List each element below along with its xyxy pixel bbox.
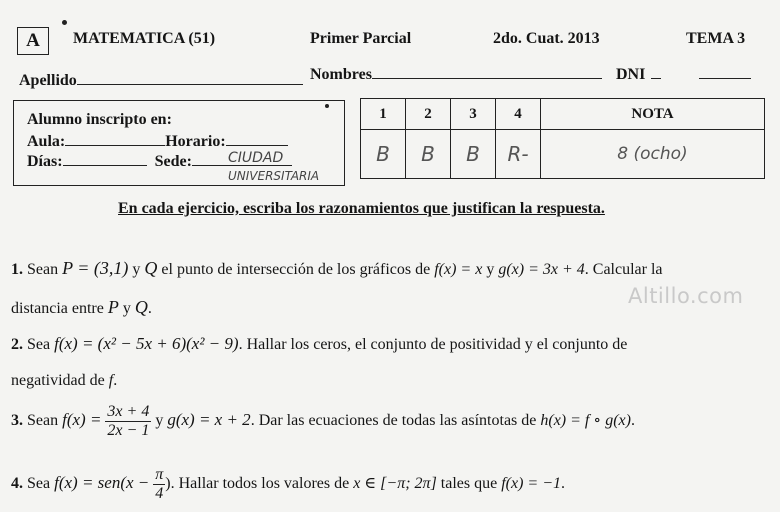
sede-label: Sede: bbox=[154, 153, 192, 170]
q4-text-d: Hallar todos los valores de bbox=[178, 475, 350, 493]
apellido-label: Apellido bbox=[19, 72, 77, 89]
sede-handwriting-2: UNIVERSITARIA bbox=[228, 169, 320, 183]
dni-label: DNI bbox=[616, 66, 646, 83]
period-label: 2do. Cuat. 2013 bbox=[493, 30, 600, 47]
q4-period: . bbox=[561, 475, 566, 493]
apellido-field bbox=[19, 70, 303, 90]
q4-interval: x ∈ [−π; 2π] bbox=[353, 475, 437, 493]
question-4-line-1 bbox=[11, 466, 565, 503]
q3-text-a: Sean bbox=[27, 412, 59, 430]
q1-text-g: y bbox=[486, 261, 495, 278]
horario-line[interactable] bbox=[226, 131, 288, 146]
q1-function-g: g(x) = 3x + 4 bbox=[498, 261, 585, 278]
q1-function-f: f(x) = x bbox=[434, 261, 483, 278]
q3-function-g: g(x) = x + 2 bbox=[167, 410, 251, 430]
q2-text-a: Sea bbox=[27, 336, 51, 353]
q1-text-a: Sean bbox=[27, 261, 59, 278]
question-2-line-2 bbox=[11, 372, 117, 390]
question-2-line-1 bbox=[11, 334, 627, 354]
q3-function-h: h(x) = f ∘ g(x) bbox=[540, 412, 631, 430]
dni-line-b[interactable] bbox=[699, 64, 751, 79]
q1-text-c: y bbox=[132, 261, 141, 278]
grade-value-nota: 8 (ocho) bbox=[541, 130, 765, 179]
question-4-number: 4. bbox=[11, 475, 23, 493]
q3-f-lhs: f(x) = bbox=[62, 410, 102, 430]
nombres-label: Nombres bbox=[310, 66, 372, 83]
nombres-line[interactable] bbox=[372, 64, 602, 79]
grade-header-3: 3 bbox=[451, 99, 496, 130]
dni-line-a[interactable] bbox=[651, 64, 661, 79]
grade-header-1: 1 bbox=[361, 99, 406, 130]
dni-field bbox=[616, 64, 751, 84]
grade-header-4: 4 bbox=[496, 99, 541, 130]
nombres-field bbox=[310, 64, 602, 84]
dias-line[interactable] bbox=[63, 151, 147, 166]
q4-text-c: ). bbox=[165, 475, 175, 493]
q1-point-p: P = (3,1) bbox=[62, 258, 129, 278]
q4-function-lhs: f(x) = sen(x − bbox=[54, 473, 150, 493]
q2-text-c: . Hallar los ceros, el conjunto de positividad y el conjunto de bbox=[238, 336, 628, 353]
q4-fraction bbox=[153, 466, 165, 503]
q4-frac-num: π bbox=[155, 466, 164, 483]
horario-label: Horario: bbox=[165, 133, 226, 150]
question-3-number: 3. bbox=[11, 412, 23, 430]
course-title: MATEMATICA (51) bbox=[73, 30, 216, 47]
grade-value-4: R- bbox=[496, 130, 541, 179]
q1-text-distance: distancia entre bbox=[11, 300, 104, 317]
grade-header-2: 2 bbox=[406, 99, 451, 130]
grade-header-nota: NOTA bbox=[541, 99, 765, 130]
tema-letter-box: A bbox=[17, 27, 49, 55]
q1-p: P bbox=[107, 297, 119, 317]
question-2-number: 2. bbox=[11, 336, 23, 353]
q4-frac-den: 4 bbox=[155, 485, 164, 502]
q1-point-q: Q bbox=[144, 258, 158, 278]
ink-dot bbox=[62, 20, 67, 25]
q3-frac-den: 2x − 1 bbox=[107, 422, 150, 439]
q3-period: . bbox=[630, 412, 635, 430]
q1-text-i: . Calcular la bbox=[584, 261, 663, 278]
sede-handwriting-1: CIUDAD bbox=[228, 150, 284, 166]
q3-y: y bbox=[155, 412, 164, 430]
apellido-line[interactable] bbox=[77, 70, 303, 85]
question-3-line-1 bbox=[11, 403, 635, 440]
q4-text-f: tales que bbox=[440, 475, 498, 493]
q4-text-a: Sea bbox=[27, 475, 51, 493]
q2-function: f(x) = (x² − 5x + 6)(x² − 9) bbox=[54, 334, 239, 353]
exam-title: Primer Parcial bbox=[310, 30, 412, 47]
grades-value-row bbox=[361, 130, 765, 179]
dias-label: Días: bbox=[27, 153, 63, 170]
q2-period: . bbox=[113, 372, 118, 389]
question-1-line-1 bbox=[11, 258, 663, 279]
q4-condition: f(x) = −1 bbox=[501, 475, 562, 493]
q3-fraction bbox=[105, 403, 151, 440]
enrollment-title: Alumno inscripto en: bbox=[27, 111, 172, 128]
altillo-watermark: Altillo.com bbox=[628, 284, 744, 308]
q1-period: . bbox=[147, 300, 152, 317]
q2-f: f bbox=[108, 372, 114, 389]
aula-line[interactable] bbox=[65, 131, 165, 146]
q3-frac-num: 3x + 4 bbox=[107, 403, 150, 420]
q2-text-neg: negatividad de bbox=[11, 372, 105, 389]
grade-value-3: B bbox=[451, 130, 496, 179]
grades-header-row bbox=[361, 99, 765, 130]
q3-text-e: . Dar las ecuaciones de todas las asíntotas de bbox=[250, 412, 537, 430]
aula-label: Aula: bbox=[27, 133, 66, 150]
q1-text-e: el punto de intersección de los gráficos de bbox=[161, 261, 431, 278]
grade-value-2: B bbox=[406, 130, 451, 179]
aula-field bbox=[27, 131, 288, 151]
question-1-line-2 bbox=[11, 297, 152, 318]
grade-value-1: B bbox=[361, 130, 406, 179]
ink-dot-2 bbox=[325, 104, 329, 108]
q1-y: y bbox=[122, 300, 131, 317]
question-1-number: 1. bbox=[11, 261, 23, 278]
tema-label: TEMA 3 bbox=[686, 30, 746, 47]
grades-table bbox=[360, 98, 765, 179]
q1-q: Q bbox=[134, 297, 148, 317]
instruction-text: En cada ejercicio, escriba los razonamientos que justifican la respuesta. bbox=[118, 200, 605, 217]
